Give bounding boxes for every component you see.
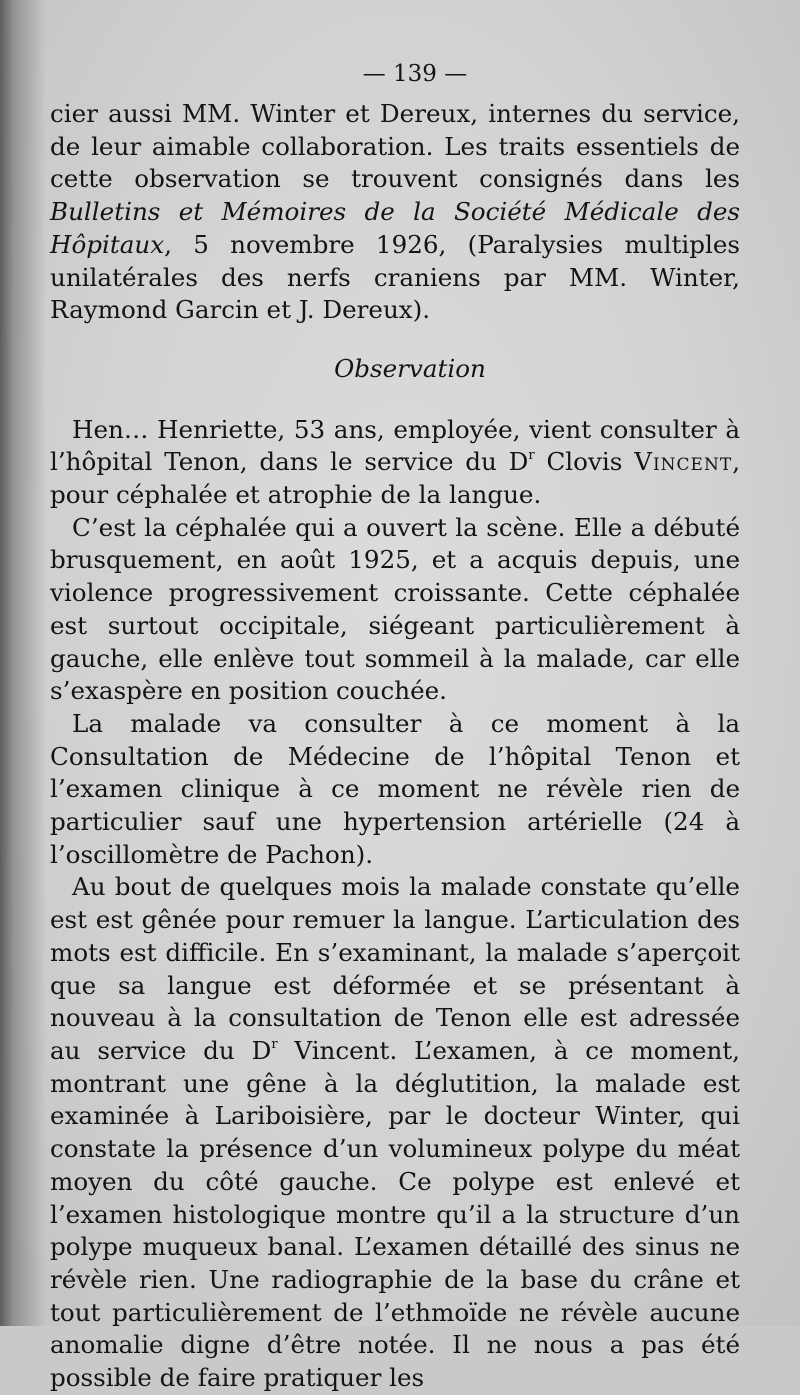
paragraph-patient-text-3: , pour céphalée et atrophie de la langue.: [50, 447, 741, 510]
paragraph-consultation: La malade va consulter à ce moment à la Consultation de Médecine de l’hôpital Tenon et l’examen clinique à ce moment ne révèle rien de particulier sauf une hypertension artérielle (24 à l’oscillomètre de Pachon).: [50, 708, 740, 869]
paragraph-evolution-text-1: Au bout de quelques mois la malade constate qu’elle est est gênée pour remuer la langue. L’articulation des mots est difficile. En s’examinant, la malade s’aperçoit que sa langue est déformée et se présentant à nouveau à la consultation de Tenon elle est adressée au service du D: [50, 872, 740, 1065]
journal-title: Bulletins et Mémoires de la Société Médicale des Hôpitaux: [50, 197, 740, 259]
paragraph-evolution: [50, 871, 740, 1394]
paragraph-patient-text-2: Clovis: [534, 447, 635, 477]
page-text: [50, 58, 740, 1395]
intro-text-1: cier aussi MM. Winter et Dereux, internes du service, de leur aimable collaboration. Les traits essentiels de cette observation se trouvent consignés dans les: [50, 99, 740, 194]
superscript-r: r: [528, 448, 535, 464]
page-number: — 139 —: [362, 61, 468, 87]
paragraph-patient: [50, 414, 740, 512]
paragraph-patient-text-1: Hen… Henriette, 53 ans, employée, vient consulter à l’hôpital Tenon, dans le service du D: [50, 414, 740, 477]
superscript-r-2: r: [271, 1036, 278, 1052]
paragraph-evolution-text-2: Vincent. L’examen, à ce moment, montrant une gêne à la déglutition, la malade est examinée à Lariboisière, par le docteur Winter, qui constate la présence d’un volumineux polype du méat moyen du côté gauche. Ce polype est enlevé et l’examen histologique montre qu’il a la structure d’un polype muqueux banal. L’examen détaillé des sinus ne révèle rien. Une radiographie de la base du crâne et tout particulièrement de l’ethmoïde ne révèle aucune anomalie digne d’être notée. Il ne nous a pas été possible de faire pratiquer les: [50, 1035, 740, 1393]
intro-paragraph: [50, 98, 740, 327]
paragraph-cephalee: C’est la céphalée qui a ouvert la scène. Elle a débuté brusquement, en août 1925, et a acquis depuis, une violence progressivement croissante. Cette céphalée est surtout occipitale, siégeant particulièrement à gauche, elle enlève tout sommeil à la malade, car elle s’exaspère en position couchée.: [50, 512, 740, 706]
doctor-name: Vincent: [634, 447, 733, 477]
section-heading: Observation: [334, 353, 486, 383]
binding-shadow: [0, 0, 46, 1326]
intro-text-2: , 5 novembre 1926, (Paralysies multiples unilatérales des nerfs craniens par MM. Winter, Raymond Garcin et J. Dereux).: [50, 229, 740, 325]
